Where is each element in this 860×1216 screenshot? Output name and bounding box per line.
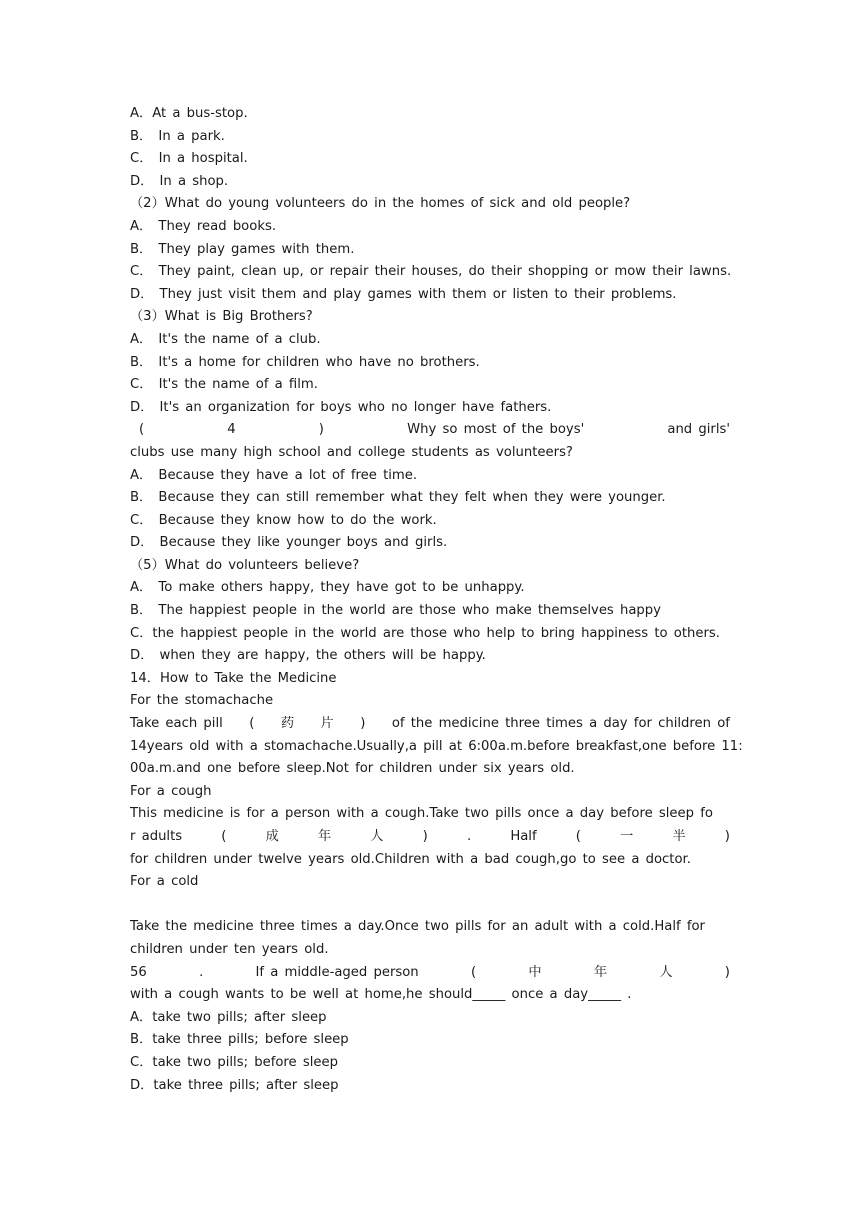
text-line: children under ten years old. <box>130 941 329 957</box>
q56-token: If a middle-aged person <box>255 964 419 980</box>
subheading: For a cold <box>130 874 199 890</box>
option-line: B． It's a home for children who have no brothers. <box>130 354 480 370</box>
option-line: C． They paint, clean up, or repair their houses, do their shopping or mow their lawns. <box>130 264 732 280</box>
option-line: C． Because they know how to do the work. <box>130 512 437 528</box>
option-line: C． It's the name of a film. <box>130 377 318 393</box>
text-line: with a cough wants to be well at home,he should_____ once a day_____ . <box>130 987 632 1003</box>
subheading: For a cough <box>130 783 212 799</box>
q56-token: 56 <box>130 964 147 980</box>
q4-token: ( <box>139 422 145 438</box>
stomach-token: Take each pill <box>130 716 223 732</box>
q56-token: . <box>199 964 204 980</box>
option-line: D． It's an organization for boys who no longer have fathers. <box>130 399 552 415</box>
option-line: B． In a park. <box>130 128 225 144</box>
option-line: D． In a shop. <box>130 173 229 189</box>
adults-token: r adults <box>130 829 183 844</box>
q56-token: 人 <box>659 964 673 980</box>
option-line: D．take three pills; after sleep <box>130 1077 339 1093</box>
adults-token: Half <box>510 829 537 844</box>
stomach-token: of the medicine three times a day for children of <box>391 716 730 732</box>
option-line: D． They just visit them and play games with them or listen to their problems. <box>130 286 677 302</box>
blank-line <box>130 894 730 917</box>
adults-token: 成 <box>265 829 279 844</box>
q4-token: 4 <box>227 422 236 438</box>
text-line: Take the medicine three times a day.Once two pills for an adult with a cold.Half for <box>130 919 705 935</box>
adults-token: ) <box>422 829 428 844</box>
option-line: D． Because they like younger boys and girls. <box>130 535 448 551</box>
subheading: For the stomachache <box>130 693 274 709</box>
q56-token: ) <box>724 964 730 980</box>
q4-token: ) <box>318 422 324 438</box>
option-line: B．take three pills; before sleep <box>130 1032 349 1048</box>
option-line: C．the happiest people in the world are those who help to bring happiness to others. <box>130 625 720 641</box>
question-3: （3）What is Big Brothers? <box>130 309 313 325</box>
option-line: A． They read books. <box>130 218 277 234</box>
option-line: A． Because they have a lot of free time. <box>130 467 418 483</box>
stomach-token: ) <box>360 716 366 732</box>
stomach-token: 药 <box>280 716 295 732</box>
adults-token: 年 <box>317 829 332 844</box>
question-4 <box>130 419 730 442</box>
option-line: C． In a hospital. <box>130 151 248 167</box>
question-5: （5）What do volunteers believe? <box>130 557 360 573</box>
text-line: This medicine is for a person with a cough.Take two pills once a day before sleep fo <box>130 806 713 822</box>
option-line: B． They play games with them. <box>130 241 355 257</box>
q4-token: and girls' <box>667 422 730 438</box>
question-56 <box>130 962 730 985</box>
q4-token: Why so most of the boys' <box>407 422 585 438</box>
q56-token: 中 <box>528 964 542 980</box>
stomach-line <box>130 713 730 736</box>
adults-token: 半 <box>672 829 686 844</box>
adults-token: ( <box>575 829 581 844</box>
adults-token: . <box>466 829 472 844</box>
question-2: （2）What do young volunteers do in the homes of sick and old people? <box>130 196 631 212</box>
adults-token: 人 <box>370 829 384 844</box>
text-line: clubs use many high school and college students as volunteers? <box>130 444 573 460</box>
option-line: C．take two pills; before sleep <box>130 1054 338 1070</box>
document-page <box>130 103 743 1097</box>
option-line: A．take two pills; after sleep <box>130 1009 327 1025</box>
q56-token: 年 <box>593 964 608 980</box>
text-line: 00a.m.and one before sleep.Not for children under six years old. <box>130 761 575 777</box>
adults-token: 一 <box>620 829 634 844</box>
option-line: B． The happiest people in the world are those who make themselves happy <box>130 603 661 619</box>
text-line: 14years old with a stomachache.Usually,a pill at 6:00a.m.before breakfast,one before 11: <box>130 738 743 754</box>
option-line: A．At a bus-stop. <box>130 106 248 121</box>
option-line: D． when they are happy, the others will be happy. <box>130 648 486 664</box>
option-line: B． Because they can still remember what they felt when they were younger. <box>130 490 666 506</box>
option-line: A． To make others happy, they have got to be unhappy. <box>130 580 525 596</box>
section-title: 14．How to Take the Medicine <box>130 670 337 686</box>
option-line: A． It's the name of a club. <box>130 331 321 347</box>
text-line: for children under twelve years old.Children with a bad cough,go to see a doctor. <box>130 851 691 867</box>
adults-line <box>130 826 730 849</box>
q56-token: ( <box>470 964 477 980</box>
adults-token: ) <box>724 829 730 844</box>
stomach-token: ( <box>249 716 255 732</box>
adults-token: ( <box>221 829 227 844</box>
stomach-token: 片 <box>320 716 334 732</box>
